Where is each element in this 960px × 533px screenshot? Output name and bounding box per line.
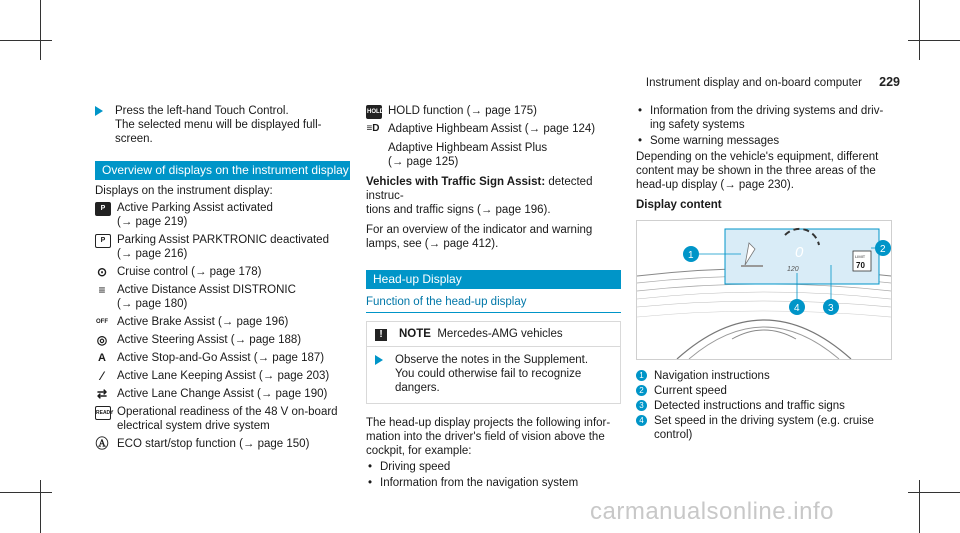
item-text: Adaptive Highbeam Assist (→ page 124) (388, 123, 596, 135)
bold-lead: Vehicles with Traffic Sign Assist: (366, 176, 546, 188)
text: Observe the notes in the Supplement. (395, 354, 589, 366)
text: cockpit, for example: (366, 445, 472, 457)
eco-start-stop-icon: Ⓐ (95, 436, 109, 451)
lane-keeping-icon: ⁄ (100, 369, 103, 383)
item-text: HOLD function (→ page 175) (388, 105, 537, 117)
crop-mark (919, 0, 920, 60)
crop-mark (908, 492, 960, 493)
legend-number: 2 (636, 385, 647, 396)
item-text: Parking Assist PARKTRONIC deactivated (117, 234, 329, 246)
text: detected instruc- (366, 176, 593, 202)
step-text: The selected menu will be displayed full- (115, 119, 322, 131)
paragraph (636, 150, 894, 192)
svg-text:4: 4 (794, 303, 800, 314)
list-item (95, 387, 350, 401)
list-item (95, 265, 350, 279)
parktronic-off-icon: P (95, 234, 111, 248)
text: • Information from the driving systems and driv- (650, 105, 884, 117)
subsection-heading: Function of the head-up display (366, 295, 621, 313)
list-item: • Driving speed (366, 460, 621, 474)
svg-text:1: 1 (688, 250, 694, 261)
paragraph (366, 175, 621, 217)
page-number: 229 (879, 75, 900, 89)
text: Detected instructions and traffic signs (654, 400, 845, 412)
intro-text: Displays on the instrument display: (95, 185, 273, 197)
list-item (95, 369, 350, 383)
paragraph (366, 416, 621, 458)
list-item (95, 283, 350, 311)
list-item (636, 104, 894, 132)
item-text: Active Stop-and-Go Assist (→ page 187) (117, 352, 325, 364)
section-title: Instrument display and on-board computer (645, 77, 862, 89)
text: control) (654, 429, 693, 441)
bullet-list (366, 460, 621, 490)
section-banner: Overview of displays on the instrument display (95, 161, 350, 180)
list-item (95, 315, 350, 329)
legend-item (636, 369, 894, 383)
svg-text:2: 2 (880, 244, 886, 255)
legend-number: 3 (636, 400, 647, 411)
item-text: Operational readiness of the 48 V on-board (117, 406, 338, 418)
note-header (367, 322, 620, 347)
item-text: Active Lane Change Assist (→ page 190) (117, 388, 328, 400)
crop-mark (919, 480, 920, 533)
list-item (95, 351, 350, 365)
steering-assist-icon: ◎ (96, 333, 108, 347)
limit-value: 70 (856, 261, 865, 270)
svg-text:3: 3 (828, 303, 834, 314)
limit-label: LIMIT (855, 254, 866, 259)
text: mation into the driver's field of vision above the (366, 431, 605, 443)
distronic-icon: ≡ (98, 283, 106, 297)
warning-icon: ! (375, 329, 387, 341)
list-item (95, 201, 350, 229)
lane-change-icon: ⇄ (96, 387, 108, 401)
item-text: (→ page 125) (388, 156, 459, 168)
note-title: Mercedes-AMG vehicles (437, 328, 563, 340)
set-speed-text: 120 (787, 266, 799, 273)
legend-number: 1 (636, 370, 647, 381)
legend-item (636, 384, 894, 398)
item-text: electrical system drive system (117, 420, 270, 432)
list-item (95, 333, 350, 347)
hold-icon: HOLD (366, 105, 382, 119)
item-text: Active Brake Assist (→ page 196) (117, 316, 289, 328)
brake-assist-icon: OFF (96, 319, 108, 325)
subsection-heading: Display content (636, 199, 722, 211)
note-body (367, 347, 620, 403)
section-banner: Head-up Display (366, 270, 621, 289)
figure-legend (636, 369, 894, 442)
text: ing safety systems (650, 119, 745, 131)
item-text: Active Steering Assist (→ page 188) (117, 334, 302, 346)
list-item (95, 405, 350, 433)
item-text: (→ page 219) (117, 216, 188, 228)
step-text: Press the left-hand Touch Control. (115, 105, 289, 117)
text: content may be shown in the three areas of the (636, 165, 876, 177)
step-arrow-icon (375, 355, 383, 365)
watermark-text: carmanualsonline.info (590, 498, 834, 525)
paragraph (366, 223, 621, 251)
item-text: ECO start/stop function (→ page 150) (117, 438, 310, 450)
list-item: • Information from the navigation system (366, 476, 621, 490)
hud-illustration (637, 221, 891, 359)
note-label: NOTE (399, 328, 431, 340)
svg-text:0: 0 (795, 244, 804, 261)
crop-mark (908, 40, 960, 41)
list-item: • Some warning messages (636, 134, 894, 148)
ready-icon: READY (95, 406, 111, 420)
crop-mark (0, 40, 52, 41)
list-item (366, 104, 621, 118)
list-item (95, 233, 350, 261)
text: Current speed (654, 385, 727, 397)
item-text: Adaptive Highbeam Assist Plus (388, 142, 548, 154)
text: Set speed in the driving system (e.g. cruise (654, 415, 874, 427)
crop-mark (0, 492, 52, 493)
legend-item (636, 399, 894, 413)
text: The head-up display projects the following infor- (366, 417, 611, 429)
crop-mark (40, 0, 41, 60)
text: You could otherwise fail to recognize (395, 368, 582, 380)
item-text: Cruise control (→ page 178) (117, 266, 262, 278)
item-text: (→ page 216) (117, 248, 188, 260)
text: lamps, see (→ page 412). (366, 238, 499, 250)
step-arrow-icon (95, 106, 103, 116)
left-column (95, 104, 350, 455)
text: For an overview of the indicator and warning (366, 224, 593, 236)
legend-number: 4 (636, 415, 647, 426)
parking-assist-icon: P (95, 202, 111, 216)
step-text: screen. (115, 133, 153, 145)
stop-and-go-icon: A (98, 352, 106, 364)
text: head-up display (→ page 230). (636, 179, 794, 191)
cruise-control-icon: ⊙ (96, 265, 108, 279)
item-text: Active Parking Assist activated (117, 202, 273, 214)
middle-column (366, 104, 621, 492)
text: Depending on the vehicle's equipment, different (636, 151, 879, 163)
legend-item (636, 414, 894, 442)
text: Navigation instructions (654, 370, 770, 382)
list-item (95, 437, 350, 451)
hud-figure (636, 220, 892, 360)
item-text: Active Distance Assist DISTRONIC (117, 284, 296, 296)
note-box (366, 321, 621, 404)
highbeam-assist-icon: ≡D (366, 123, 380, 134)
list-item (366, 122, 621, 136)
right-column (636, 104, 894, 443)
item-text: Active Lane Keeping Assist (→ page 203) (117, 370, 330, 382)
list-item (366, 141, 621, 169)
item-text: (→ page 180) (117, 298, 188, 310)
text: tions and traffic signs (→ page 196). (366, 204, 551, 216)
text: dangers. (395, 382, 440, 394)
crop-mark (40, 480, 41, 533)
instruction-step (95, 104, 350, 146)
